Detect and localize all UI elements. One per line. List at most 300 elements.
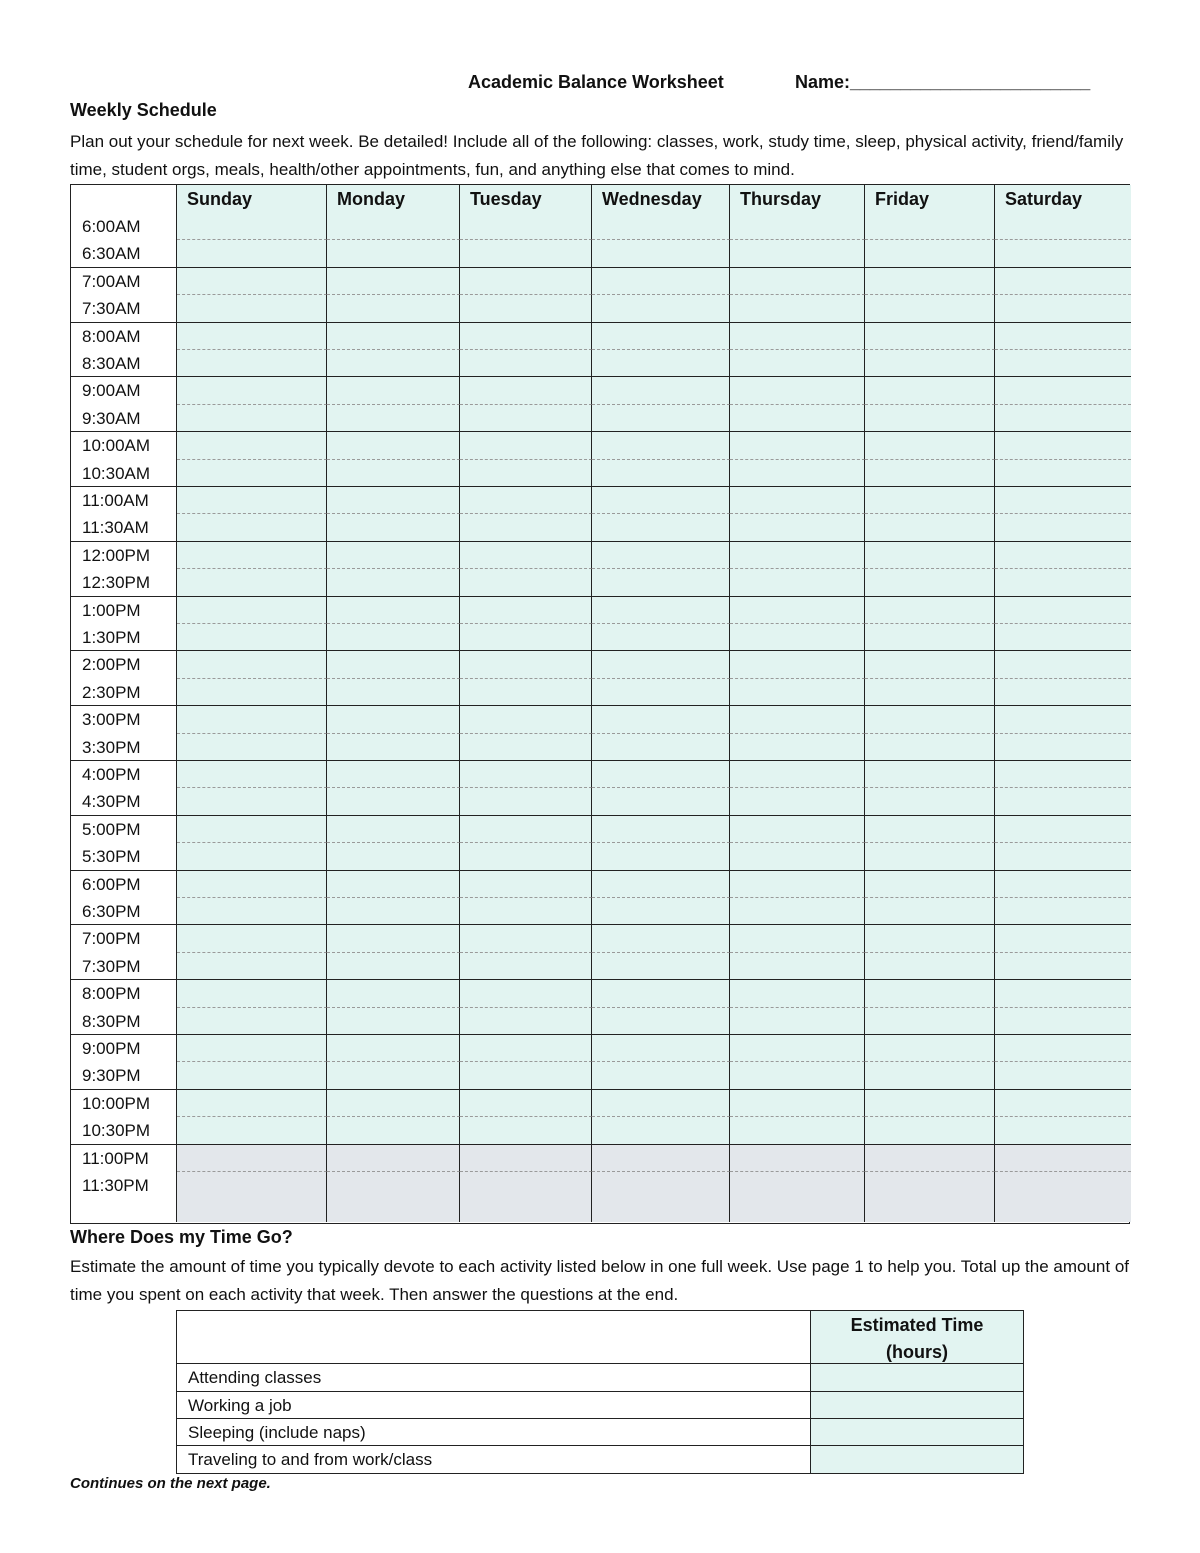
schedule-slot-tuesday[interactable]: [460, 706, 592, 733]
schedule-slot-tuesday[interactable]: [460, 980, 592, 1007]
schedule-slot-thursday[interactable]: [730, 816, 865, 843]
schedule-slot-monday[interactable]: [327, 925, 460, 952]
schedule-slot-tuesday[interactable]: [460, 734, 592, 761]
schedule-slot-wednesday[interactable]: [592, 734, 730, 761]
schedule-slot-monday[interactable]: [327, 898, 460, 925]
schedule-slot-sunday[interactable]: [177, 514, 327, 541]
schedule-slot-sunday[interactable]: [177, 788, 327, 815]
schedule-slot-tuesday[interactable]: [460, 1062, 592, 1089]
schedule-slot-sunday[interactable]: [177, 651, 327, 678]
schedule-slot-thursday[interactable]: [730, 514, 865, 541]
schedule-slot-tuesday[interactable]: [460, 240, 592, 267]
schedule-slot-tuesday[interactable]: [460, 871, 592, 898]
schedule-slot-saturday[interactable]: [995, 1145, 1131, 1172]
schedule-slot-tuesday[interactable]: [460, 268, 592, 295]
schedule-slot-thursday[interactable]: [730, 487, 865, 514]
schedule-slot-wednesday[interactable]: [592, 1145, 730, 1172]
schedule-slot-saturday[interactable]: [995, 1090, 1131, 1117]
schedule-slot-wednesday[interactable]: [592, 871, 730, 898]
schedule-row: [71, 651, 1129, 678]
schedule-slot-sunday[interactable]: [177, 213, 327, 240]
schedule-slot-friday[interactable]: [865, 487, 995, 514]
schedule-row: [71, 1090, 1129, 1117]
schedule-slot-wednesday[interactable]: [592, 788, 730, 815]
schedule-row: [71, 706, 1129, 733]
schedule-slot-sunday[interactable]: [177, 953, 327, 980]
schedule-slot-thursday[interactable]: [730, 980, 865, 1007]
schedule-slot-thursday[interactable]: [730, 597, 865, 624]
schedule-slot-monday[interactable]: [327, 1117, 460, 1144]
schedule-slot-saturday[interactable]: [995, 1035, 1131, 1062]
schedule-slot-monday[interactable]: [327, 295, 460, 322]
schedule-slot-sunday[interactable]: [177, 569, 327, 596]
schedule-slot-saturday[interactable]: [995, 871, 1131, 898]
schedule-slot-friday[interactable]: [865, 213, 995, 240]
schedule-slot-saturday[interactable]: [995, 213, 1131, 240]
schedule-slot-thursday[interactable]: [730, 1035, 865, 1062]
page-title: Academic Balance Worksheet: [468, 72, 724, 92]
schedule-slot-sunday[interactable]: [177, 1035, 327, 1062]
schedule-slot-sunday[interactable]: [177, 734, 327, 761]
schedule-slot-thursday[interactable]: [730, 323, 865, 350]
schedule-slot-tuesday[interactable]: [460, 487, 592, 514]
schedule-slot-wednesday[interactable]: [592, 898, 730, 925]
schedule-slot-sunday[interactable]: [177, 597, 327, 624]
schedule-row: [71, 295, 1129, 322]
schedule-slot-sunday[interactable]: [177, 1008, 327, 1035]
schedule-slot-thursday[interactable]: [730, 898, 865, 925]
time-label: 11:00PM: [71, 1145, 177, 1172]
day-header-thursday: Thursday: [730, 185, 865, 213]
schedule-slot-wednesday[interactable]: [592, 350, 730, 377]
schedule-slot-tuesday[interactable]: [460, 405, 592, 432]
hours-input[interactable]: [811, 1419, 1023, 1445]
schedule-slot-thursday[interactable]: [730, 377, 865, 404]
schedule-slot-monday[interactable]: [327, 514, 460, 541]
schedule-slot-wednesday[interactable]: [592, 1172, 730, 1222]
schedule-row: [71, 843, 1129, 870]
day-header-monday: Monday: [327, 185, 460, 213]
schedule-slot-tuesday[interactable]: [460, 816, 592, 843]
schedule-slot-friday[interactable]: [865, 1090, 995, 1117]
schedule-slot-friday[interactable]: [865, 350, 995, 377]
schedule-slot-sunday[interactable]: [177, 405, 327, 432]
schedule-slot-friday[interactable]: [865, 1035, 995, 1062]
schedule-slot-tuesday[interactable]: [460, 953, 592, 980]
schedule-slot-saturday[interactable]: [995, 405, 1131, 432]
schedule-slot-friday[interactable]: [865, 377, 995, 404]
schedule-slot-monday[interactable]: [327, 460, 460, 487]
schedule-slot-saturday[interactable]: [995, 651, 1131, 678]
schedule-slot-thursday[interactable]: [730, 1117, 865, 1144]
schedule-slot-friday[interactable]: [865, 323, 995, 350]
time-label: 11:00AM: [71, 487, 177, 514]
schedule-slot-friday[interactable]: [865, 925, 995, 952]
schedule-slot-monday[interactable]: [327, 323, 460, 350]
estimate-row: [177, 1392, 1023, 1419]
schedule-slot-tuesday[interactable]: [460, 432, 592, 459]
schedule-slot-wednesday[interactable]: [592, 432, 730, 459]
schedule-slot-monday[interactable]: [327, 569, 460, 596]
schedule-row: [71, 1035, 1129, 1062]
schedule-slot-wednesday[interactable]: [592, 213, 730, 240]
schedule-slot-saturday[interactable]: [995, 323, 1131, 350]
schedule-slot-thursday[interactable]: [730, 1062, 865, 1089]
schedule-slot-tuesday[interactable]: [460, 898, 592, 925]
time-label: 6:30AM: [71, 240, 177, 267]
schedule-slot-wednesday[interactable]: [592, 569, 730, 596]
schedule-slot-wednesday[interactable]: [592, 405, 730, 432]
schedule-slot-friday[interactable]: [865, 597, 995, 624]
schedule-slot-sunday[interactable]: [177, 268, 327, 295]
schedule-slot-wednesday[interactable]: [592, 597, 730, 624]
schedule-slot-monday[interactable]: [327, 843, 460, 870]
schedule-slot-sunday[interactable]: [177, 679, 327, 706]
schedule-slot-sunday[interactable]: [177, 1062, 327, 1089]
schedule-slot-monday[interactable]: [327, 1145, 460, 1172]
schedule-slot-monday[interactable]: [327, 1172, 460, 1222]
schedule-slot-saturday[interactable]: [995, 514, 1131, 541]
schedule-slot-sunday[interactable]: [177, 240, 327, 267]
schedule-slot-saturday[interactable]: [995, 377, 1131, 404]
activity-label: Sleeping (include naps): [177, 1419, 811, 1445]
schedule-row: [71, 569, 1129, 596]
schedule-slot-monday[interactable]: [327, 432, 460, 459]
schedule-slot-saturday[interactable]: [995, 788, 1131, 815]
schedule-slot-thursday[interactable]: [730, 569, 865, 596]
time-label: 9:30AM: [71, 405, 177, 432]
schedule-slot-wednesday[interactable]: [592, 1035, 730, 1062]
time-label: 7:30PM: [71, 953, 177, 980]
schedule-slot-sunday[interactable]: [177, 980, 327, 1007]
schedule-slot-thursday[interactable]: [730, 1090, 865, 1117]
estimated-time-header-line1: Estimated Time: [850, 1315, 984, 1335]
schedule-slot-monday[interactable]: [327, 706, 460, 733]
schedule-row: [71, 460, 1129, 487]
schedule-slot-friday[interactable]: [865, 569, 995, 596]
schedule-slot-saturday[interactable]: [995, 816, 1131, 843]
day-header-sunday: Sunday: [177, 185, 327, 213]
schedule-slot-friday[interactable]: [865, 1008, 995, 1035]
schedule-slot-monday[interactable]: [327, 542, 460, 569]
schedule-slot-thursday[interactable]: [730, 679, 865, 706]
schedule-slot-monday[interactable]: [327, 953, 460, 980]
schedule-slot-friday[interactable]: [865, 1172, 995, 1222]
schedule-slot-friday[interactable]: [865, 1117, 995, 1144]
schedule-slot-wednesday[interactable]: [592, 980, 730, 1007]
schedule-slot-wednesday[interactable]: [592, 679, 730, 706]
schedule-slot-monday[interactable]: [327, 213, 460, 240]
schedule-row: [71, 323, 1129, 350]
weekly-schedule-table: [70, 184, 1130, 1224]
schedule-slot-monday[interactable]: [327, 816, 460, 843]
schedule-slot-sunday[interactable]: [177, 898, 327, 925]
schedule-slot-sunday[interactable]: [177, 871, 327, 898]
schedule-slot-sunday[interactable]: [177, 1117, 327, 1144]
schedule-slot-thursday[interactable]: [730, 1008, 865, 1035]
name-field[interactable]: Name:________________________: [795, 72, 1091, 92]
schedule-slot-tuesday[interactable]: [460, 1090, 592, 1117]
schedule-slot-friday[interactable]: [865, 405, 995, 432]
schedule-slot-monday[interactable]: [327, 1062, 460, 1089]
schedule-slot-saturday[interactable]: [995, 898, 1131, 925]
schedule-slot-tuesday[interactable]: [460, 843, 592, 870]
schedule-slot-wednesday[interactable]: [592, 542, 730, 569]
schedule-row: [71, 624, 1129, 651]
schedule-slot-monday[interactable]: [327, 871, 460, 898]
schedule-slot-saturday[interactable]: [995, 240, 1131, 267]
schedule-slot-friday[interactable]: [865, 843, 995, 870]
schedule-slot-tuesday[interactable]: [460, 542, 592, 569]
schedule-slot-wednesday[interactable]: [592, 1062, 730, 1089]
schedule-slot-tuesday[interactable]: [460, 460, 592, 487]
schedule-slot-monday[interactable]: [327, 761, 460, 788]
schedule-slot-monday[interactable]: [327, 1090, 460, 1117]
schedule-slot-sunday[interactable]: [177, 460, 327, 487]
schedule-slot-wednesday[interactable]: [592, 953, 730, 980]
schedule-slot-wednesday[interactable]: [592, 761, 730, 788]
time-label: 10:30PM: [71, 1117, 177, 1144]
schedule-slot-friday[interactable]: [865, 514, 995, 541]
schedule-slot-tuesday[interactable]: [460, 514, 592, 541]
schedule-slot-friday[interactable]: [865, 898, 995, 925]
schedule-slot-thursday[interactable]: [730, 925, 865, 952]
schedule-slot-thursday[interactable]: [730, 1145, 865, 1172]
schedule-slot-thursday[interactable]: [730, 734, 865, 761]
schedule-slot-friday[interactable]: [865, 734, 995, 761]
weekly-schedule-heading: Weekly Schedule: [70, 100, 217, 120]
schedule-slot-thursday[interactable]: [730, 761, 865, 788]
schedule-slot-saturday[interactable]: [995, 1008, 1131, 1035]
schedule-slot-sunday[interactable]: [177, 432, 327, 459]
schedule-row: [71, 1145, 1129, 1172]
schedule-slot-tuesday[interactable]: [460, 323, 592, 350]
schedule-slot-thursday[interactable]: [730, 213, 865, 240]
time-label: 7:30AM: [71, 295, 177, 322]
schedule-row: [71, 925, 1129, 952]
schedule-slot-saturday[interactable]: [995, 295, 1131, 322]
schedule-slot-saturday[interactable]: [995, 1117, 1131, 1144]
schedule-slot-tuesday[interactable]: [460, 569, 592, 596]
schedule-slot-friday[interactable]: [865, 980, 995, 1007]
schedule-slot-sunday[interactable]: [177, 542, 327, 569]
schedule-slot-monday[interactable]: [327, 679, 460, 706]
schedule-slot-friday[interactable]: [865, 1145, 995, 1172]
schedule-slot-tuesday[interactable]: [460, 1008, 592, 1035]
schedule-slot-saturday[interactable]: [995, 624, 1131, 651]
schedule-slot-monday[interactable]: [327, 1035, 460, 1062]
schedule-slot-sunday[interactable]: [177, 816, 327, 843]
schedule-slot-saturday[interactable]: [995, 706, 1131, 733]
schedule-slot-tuesday[interactable]: [460, 651, 592, 678]
schedule-slot-saturday[interactable]: [995, 925, 1131, 952]
schedule-slot-sunday[interactable]: [177, 1145, 327, 1172]
schedule-slot-thursday[interactable]: [730, 268, 865, 295]
schedule-slot-friday[interactable]: [865, 651, 995, 678]
schedule-slot-saturday[interactable]: [995, 569, 1131, 596]
schedule-row: [71, 816, 1129, 843]
schedule-slot-tuesday[interactable]: [460, 788, 592, 815]
schedule-slot-sunday[interactable]: [177, 377, 327, 404]
schedule-slot-friday[interactable]: [865, 761, 995, 788]
schedule-slot-friday[interactable]: [865, 816, 995, 843]
schedule-slot-saturday[interactable]: [995, 597, 1131, 624]
schedule-slot-saturday[interactable]: [995, 734, 1131, 761]
schedule-slot-monday[interactable]: [327, 788, 460, 815]
schedule-slot-saturday[interactable]: [995, 350, 1131, 377]
schedule-slot-friday[interactable]: [865, 788, 995, 815]
schedule-slot-monday[interactable]: [327, 597, 460, 624]
schedule-slot-saturday[interactable]: [995, 487, 1131, 514]
schedule-slot-friday[interactable]: [865, 624, 995, 651]
schedule-slot-wednesday[interactable]: [592, 925, 730, 952]
schedule-slot-saturday[interactable]: [995, 1172, 1131, 1222]
schedule-slot-thursday[interactable]: [730, 295, 865, 322]
schedule-slot-tuesday[interactable]: [460, 1172, 592, 1222]
schedule-slot-wednesday[interactable]: [592, 624, 730, 651]
schedule-slot-tuesday[interactable]: [460, 925, 592, 952]
schedule-slot-monday[interactable]: [327, 1008, 460, 1035]
schedule-slot-friday[interactable]: [865, 679, 995, 706]
schedule-slot-monday[interactable]: [327, 377, 460, 404]
schedule-row: [71, 761, 1129, 788]
schedule-slot-saturday[interactable]: [995, 679, 1131, 706]
schedule-slot-tuesday[interactable]: [460, 1117, 592, 1144]
schedule-slot-saturday[interactable]: [995, 953, 1131, 980]
schedule-slot-wednesday[interactable]: [592, 1090, 730, 1117]
schedule-slot-wednesday[interactable]: [592, 323, 730, 350]
schedule-slot-saturday[interactable]: [995, 460, 1131, 487]
schedule-slot-sunday[interactable]: [177, 1090, 327, 1117]
schedule-slot-sunday[interactable]: [177, 350, 327, 377]
schedule-slot-wednesday[interactable]: [592, 1008, 730, 1035]
schedule-slot-wednesday[interactable]: [592, 240, 730, 267]
schedule-slot-thursday[interactable]: [730, 405, 865, 432]
schedule-slot-thursday[interactable]: [730, 843, 865, 870]
schedule-slot-wednesday[interactable]: [592, 487, 730, 514]
schedule-slot-tuesday[interactable]: [460, 350, 592, 377]
schedule-slot-thursday[interactable]: [730, 871, 865, 898]
schedule-slot-thursday[interactable]: [730, 706, 865, 733]
schedule-slot-thursday[interactable]: [730, 542, 865, 569]
schedule-slot-sunday[interactable]: [177, 925, 327, 952]
schedule-slot-wednesday[interactable]: [592, 377, 730, 404]
schedule-slot-wednesday[interactable]: [592, 295, 730, 322]
schedule-slot-tuesday[interactable]: [460, 597, 592, 624]
schedule-slot-monday[interactable]: [327, 405, 460, 432]
schedule-slot-monday[interactable]: [327, 980, 460, 1007]
schedule-slot-saturday[interactable]: [995, 843, 1131, 870]
schedule-slot-friday[interactable]: [865, 706, 995, 733]
schedule-slot-tuesday[interactable]: [460, 761, 592, 788]
schedule-slot-sunday[interactable]: [177, 706, 327, 733]
schedule-slot-saturday[interactable]: [995, 268, 1131, 295]
schedule-slot-thursday[interactable]: [730, 651, 865, 678]
schedule-slot-sunday[interactable]: [177, 843, 327, 870]
schedule-slot-sunday[interactable]: [177, 761, 327, 788]
schedule-slot-friday[interactable]: [865, 1062, 995, 1089]
schedule-slot-friday[interactable]: [865, 542, 995, 569]
schedule-slot-friday[interactable]: [865, 871, 995, 898]
schedule-slot-wednesday[interactable]: [592, 268, 730, 295]
day-header-friday: Friday: [865, 185, 995, 213]
activity-label: Traveling to and from work/class: [177, 1446, 811, 1473]
schedule-slot-sunday[interactable]: [177, 487, 327, 514]
schedule-slot-sunday[interactable]: [177, 323, 327, 350]
schedule-slot-friday[interactable]: [865, 460, 995, 487]
hours-input[interactable]: [811, 1364, 1023, 1391]
schedule-slot-friday[interactable]: [865, 295, 995, 322]
schedule-slot-sunday[interactable]: [177, 624, 327, 651]
schedule-slot-thursday[interactable]: [730, 460, 865, 487]
schedule-slot-sunday[interactable]: [177, 295, 327, 322]
hours-input[interactable]: [811, 1392, 1023, 1418]
schedule-slot-monday[interactable]: [327, 487, 460, 514]
schedule-slot-monday[interactable]: [327, 734, 460, 761]
schedule-slot-monday[interactable]: [327, 268, 460, 295]
schedule-slot-thursday[interactable]: [730, 240, 865, 267]
schedule-slot-tuesday[interactable]: [460, 624, 592, 651]
header-line: [0, 72, 1200, 100]
schedule-slot-thursday[interactable]: [730, 953, 865, 980]
schedule-slot-saturday[interactable]: [995, 432, 1131, 459]
time-label: 7:00PM: [71, 925, 177, 952]
schedule-slot-tuesday[interactable]: [460, 679, 592, 706]
schedule-slot-friday[interactable]: [865, 240, 995, 267]
schedule-slot-friday[interactable]: [865, 432, 995, 459]
schedule-slot-thursday[interactable]: [730, 1172, 865, 1222]
schedule-slot-thursday[interactable]: [730, 788, 865, 815]
schedule-header-row: [71, 185, 1129, 214]
hours-input[interactable]: [811, 1446, 1023, 1473]
schedule-row: [71, 405, 1129, 432]
time-label: 5:00PM: [71, 816, 177, 843]
schedule-slot-friday[interactable]: [865, 268, 995, 295]
time-label: 8:00AM: [71, 323, 177, 350]
schedule-slot-thursday[interactable]: [730, 432, 865, 459]
schedule-row: [71, 734, 1129, 761]
schedule-slot-saturday[interactable]: [995, 761, 1131, 788]
schedule-slot-thursday[interactable]: [730, 624, 865, 651]
schedule-slot-saturday[interactable]: [995, 542, 1131, 569]
schedule-slot-wednesday[interactable]: [592, 460, 730, 487]
schedule-slot-wednesday[interactable]: [592, 816, 730, 843]
schedule-slot-monday[interactable]: [327, 350, 460, 377]
schedule-slot-monday[interactable]: [327, 240, 460, 267]
schedule-slot-sunday[interactable]: [177, 1172, 327, 1222]
time-label: 1:00PM: [71, 597, 177, 624]
schedule-slot-tuesday[interactable]: [460, 1035, 592, 1062]
schedule-slot-wednesday[interactable]: [592, 1117, 730, 1144]
schedule-slot-monday[interactable]: [327, 651, 460, 678]
schedule-slot-tuesday[interactable]: [460, 377, 592, 404]
schedule-row: [71, 1062, 1129, 1089]
schedule-slot-saturday[interactable]: [995, 980, 1131, 1007]
schedule-slot-monday[interactable]: [327, 624, 460, 651]
schedule-slot-wednesday[interactable]: [592, 514, 730, 541]
schedule-slot-friday[interactable]: [865, 953, 995, 980]
schedule-slot-wednesday[interactable]: [592, 843, 730, 870]
schedule-slot-tuesday[interactable]: [460, 295, 592, 322]
schedule-slot-saturday[interactable]: [995, 1062, 1131, 1089]
time-section-heading: Where Does my Time Go?: [70, 1227, 293, 1247]
schedule-slot-wednesday[interactable]: [592, 651, 730, 678]
schedule-slot-wednesday[interactable]: [592, 706, 730, 733]
schedule-slot-thursday[interactable]: [730, 350, 865, 377]
schedule-slot-tuesday[interactable]: [460, 1145, 592, 1172]
schedule-slot-tuesday[interactable]: [460, 213, 592, 240]
day-header-wednesday: Wednesday: [592, 185, 730, 213]
